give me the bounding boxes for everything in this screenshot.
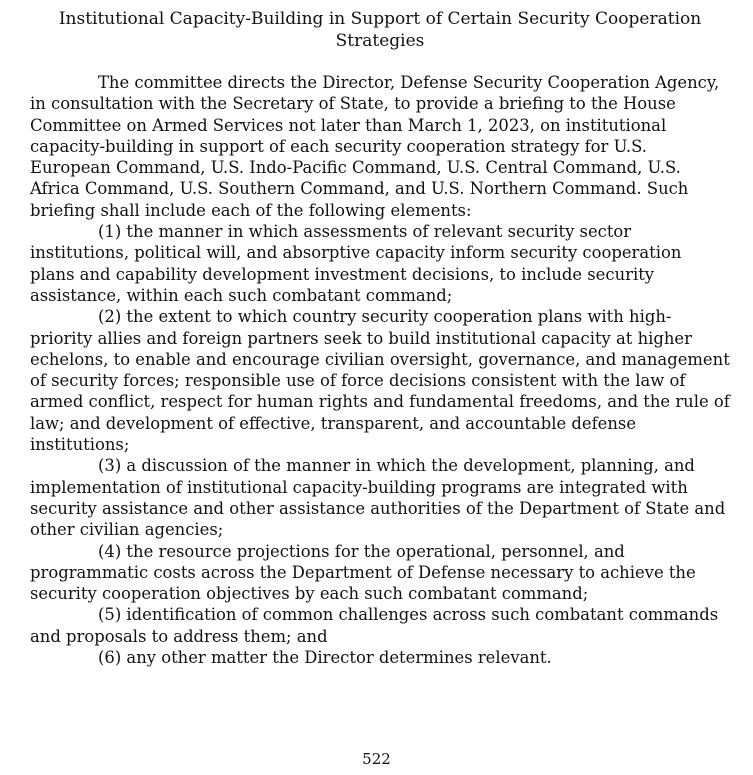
list-item-4: (4) the resource projections for the operational, personnel, and programmatic costs across the Department of Defense necessary to achieve the security cooperation objectives by each such combatant command; (30, 541, 696, 604)
list-item-3: (3) a discussion of the manner in which the development, planning, and implementation of institutional capacity-building programs are integrated with security assistance and other assistance authorities of the Department of State and other civilian agencies; (30, 456, 726, 540)
list-item-1: (1) the manner in which assessments of relevant security sector institutions, political will, and absorptive capacity inform security cooperation plans and capability development investment decisions, to include security assistance, within each such combatant command; (30, 222, 682, 305)
intro-paragraph: The committee directs the Director, Defense Security Cooperation Agency, in consultation with the Secretary of State, to provide a briefing to the House Committee on Armed Services not later than March 1, 2023, on institutional capacity-building in support of each security cooperation strategy for U.S. European Command, U.S. Indo-Pacific Command, U.S. Central Command, U.S. Africa Command, U.S. Southern Command, and U.S. Northern Command. Such briefing shall include each of the following elements: (30, 73, 720, 220)
list-item-5: (5) identification of common challenges across such combatant commands and proposals to address them; and (30, 605, 719, 646)
list-item-2: (2) the extent to which country security cooperation plans with high-priority allies and foreign partners seek to build institutional capacity at higher echelons, to enable and encourage civilian oversight, governance, and management of security forces; responsible use of force decisions consistent with the law of armed conflict, respect for human rights and fundamental freedoms, and the rule of law; and development of effective, transparent, and accountable defense institutions; (30, 307, 730, 455)
page-number: 522 (362, 750, 391, 768)
section-body (30, 72, 730, 668)
section-title: Institutional Capacity-Building in Support of Certain Security Cooperation Strategies (58, 9, 702, 51)
list-item-6: (6) any other matter the Director determines relevant. (98, 648, 552, 668)
